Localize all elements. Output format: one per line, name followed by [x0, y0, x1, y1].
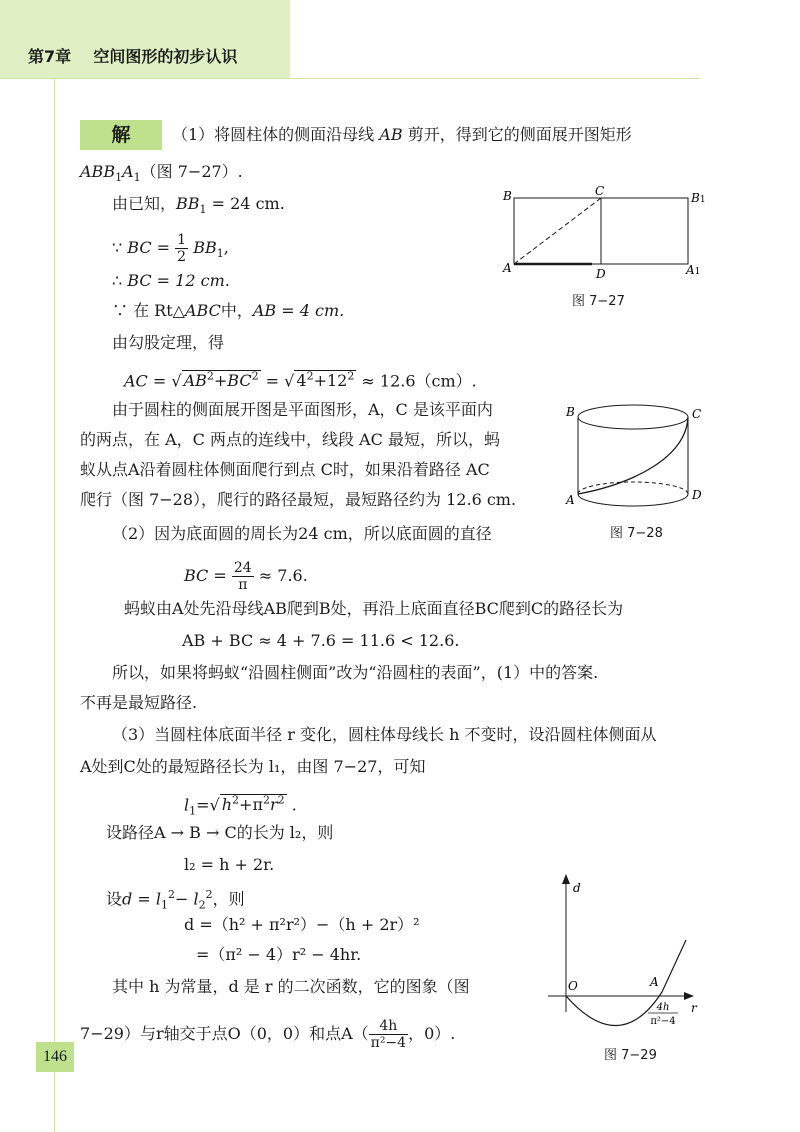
solution-label: 解	[80, 120, 162, 150]
para2-line1: 由于圆柱的侧面展开图是平面图形，A，C 是该平面内	[112, 400, 493, 419]
label-b: B	[503, 189, 512, 203]
header-divider	[0, 78, 700, 79]
label-a: A	[650, 975, 659, 989]
label-c: C	[595, 186, 605, 198]
ac-equation: AC = √ $AB^2+BC^2$ = √ $4^2+12^2 \approx 12.6(cm)$.	[124, 370, 477, 391]
diagonal-ac	[514, 198, 601, 264]
label-o: O	[568, 979, 578, 993]
fraction-half: $\frac{1}{2}$	[177, 232, 187, 265]
margin-line	[54, 78, 55, 1132]
para2-line3: 蚁从点A沿着圆柱体侧面爬行到点 C时，如果沿着路径 AC	[80, 460, 490, 479]
so-line2: 不再是最短路径.	[80, 693, 198, 712]
where-line1: 其中 h 为常量，d 是 r 的二次函数，它的图象（图	[112, 977, 470, 996]
given-line: 由已知，$BB_1 = 24$ cm.	[112, 194, 285, 217]
label-d: D	[692, 488, 702, 502]
label-root-denominator: π²−4	[650, 1016, 676, 1027]
part1-line2: $ABB_1A_1$（图 7−27）.	[80, 162, 243, 185]
rect-right	[601, 198, 688, 264]
l1-equation: $l_1=√$ $h^2+\pi^2r^2$ .	[184, 794, 297, 818]
caption-7-27: 图 7−27	[572, 294, 625, 309]
d-equation-1: d =（h² + π²r²）−（h + 2r）²	[184, 915, 420, 934]
bc-12-line: ∴ BC = 12 cm.	[112, 271, 230, 290]
label-b1: B1	[691, 191, 706, 205]
label-d: d	[573, 881, 581, 895]
where-line2: 7−29）与r轴交于点O（0，0）和点A（ $\frac{4h}{\text{π²−4}}$ ，0）.	[80, 1018, 456, 1051]
r-axis-arrow	[684, 992, 694, 1000]
figure-7-29	[540, 872, 710, 1036]
caption-7-29: 图 7−29	[604, 1048, 657, 1063]
label-b: B	[566, 405, 575, 419]
fraction-4h: $\frac{4h}{\text{π²−4}}$	[370, 1018, 407, 1051]
caption-7-28: 图 7−28	[610, 526, 663, 541]
ant-path-line: 蚂蚁由A处先沿母线AB爬到B处，再沿上底面直径BC爬到C的路径长为	[124, 599, 624, 618]
page-number: 146	[36, 1042, 74, 1072]
part2-line: （2）因为底面圆的周长为24 cm，所以底面圆的直径	[112, 524, 492, 543]
figure-7-27	[498, 186, 710, 282]
d-equation-2: =（π² − 4）r² − 4hr.	[196, 945, 362, 964]
d-axis-arrow	[562, 874, 570, 884]
label-a: A	[566, 493, 575, 507]
figure-7-28	[562, 398, 708, 514]
label-root-numerator: 4h	[656, 1002, 670, 1013]
top-ellipse	[578, 405, 688, 429]
label-c: C	[692, 407, 702, 421]
set-d-line: 设$d = l_1^2- l_2^2$，则	[106, 888, 245, 912]
para2-line4: 爬行（图 7−28），爬行的路径最短，最短路径约为 12.6 cm.	[80, 490, 517, 509]
so-line1: 所以，如果将蚂蚁“沿圆柱侧面”改为“沿圆柱的表面”，(1）中的答案.	[112, 663, 599, 682]
rt-line: ∵ 在 Rt△ABC中，AB = 4 cm.	[112, 301, 345, 320]
part3-line2: A处到C处的最短路径长为 l₁，由图 7−27，可知	[80, 757, 426, 776]
part3-line1: （3）当圆柱体底面半径 r 变化，圆柱体母线长 h 不变时，设沿圆柱体侧面从	[112, 725, 657, 744]
bottom-back-arc	[578, 482, 688, 494]
bottom-front-arc	[578, 494, 688, 506]
fraction-24-pi: $\frac{24}{\pi}$	[233, 560, 252, 593]
label-a1: A1	[686, 263, 701, 277]
para2-line2: 的两点，在 A，C 两点的连线中，线段 AC 最短，所以，蚂	[80, 430, 500, 449]
path-l2-line: 设路径A → B → C的长为 l₂，则	[106, 823, 334, 842]
chapter-title: 第7章 空间图形的初步认识	[28, 47, 238, 66]
label-a: A	[503, 261, 512, 275]
part1-line1: （1）将圆柱体的侧面沿母线 AB 剪开，得到它的侧面展开图矩形	[172, 125, 632, 144]
label-d: D	[596, 267, 606, 281]
l2-equation: l₂ = h + 2r.	[184, 855, 275, 874]
pythagoras-line: 由勾股定理，得	[112, 333, 225, 352]
bc2-equation: BC = $\frac{24}{\pi}$ ≈ 7.6.	[184, 560, 308, 593]
ab-bc-line: AB + BC ≈ 4 + 7.6 = 11.6 < 12.6.	[182, 631, 460, 650]
bc-half-line: ∵ BC = $\frac{1}{2}$ $BB_1$,	[112, 232, 229, 265]
label-r: r	[691, 1001, 697, 1015]
